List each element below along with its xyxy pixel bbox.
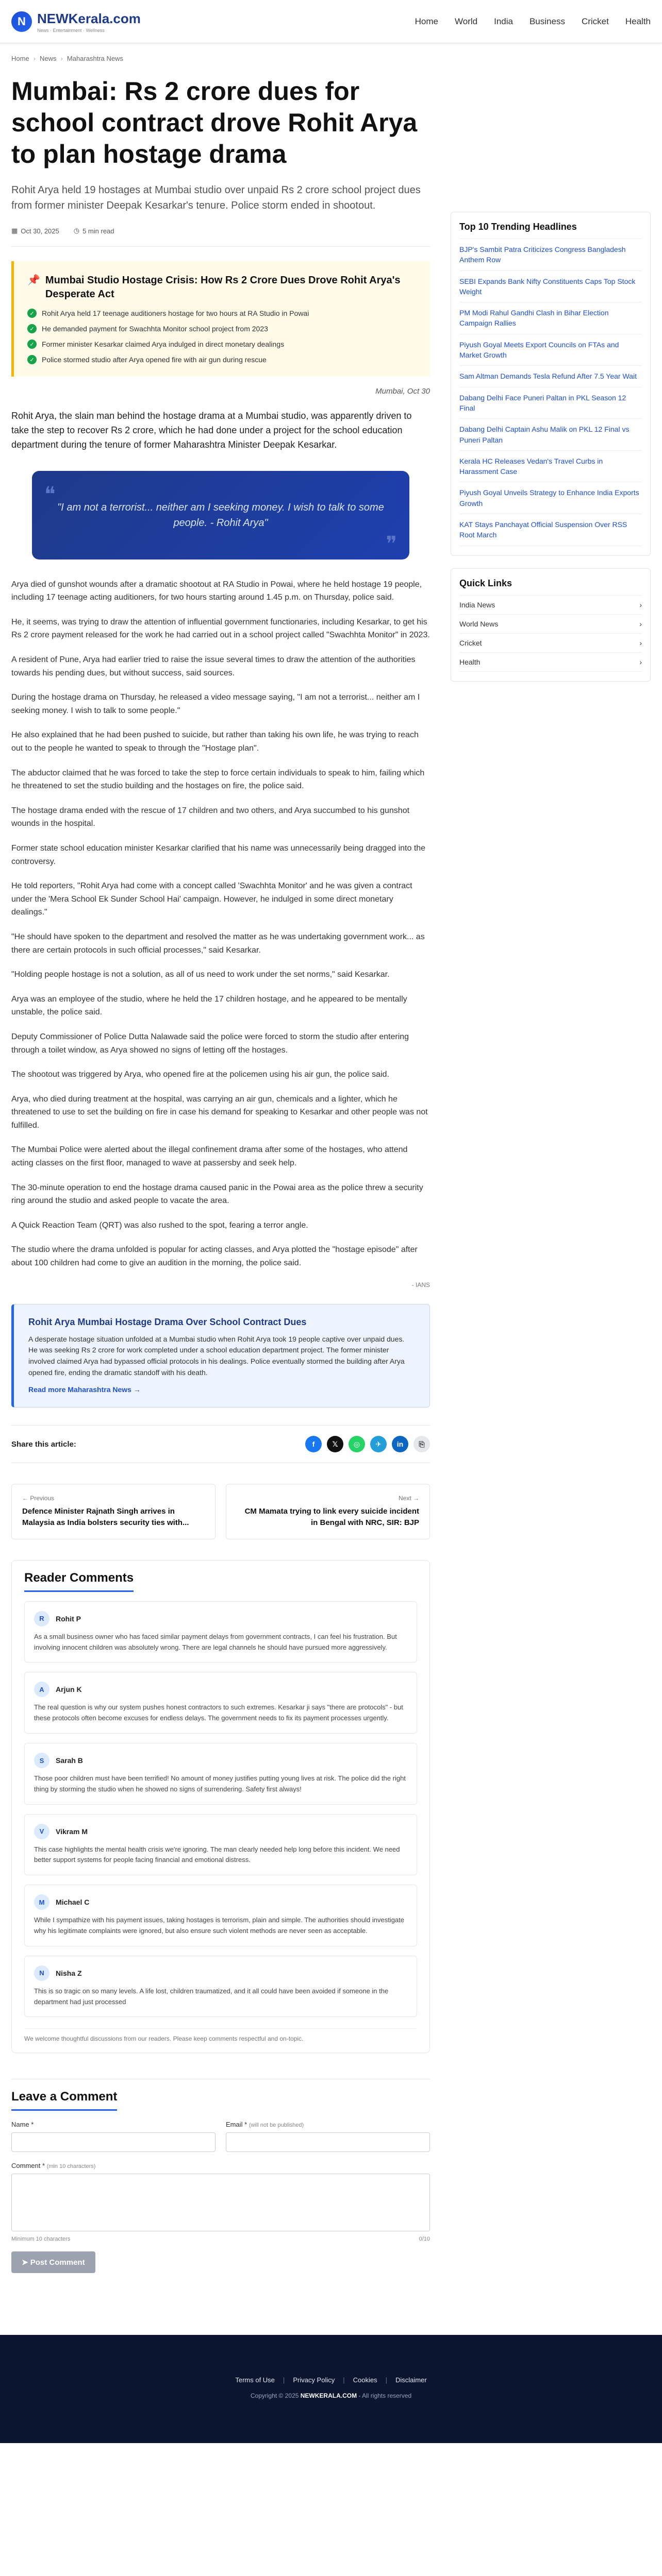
main-nav xyxy=(415,13,651,30)
quote-close-icon: ❞ xyxy=(386,532,397,555)
name-input[interactable] xyxy=(11,2132,216,2152)
share-bar xyxy=(11,1425,430,1463)
article-paragraph: He also explained that he had been pushed to suicide, but rather than taking his own life, he was trying to reach out to the people he wanted to speak to through the "Hostage plan". xyxy=(11,731,419,753)
article-credit: - IANS xyxy=(411,1281,430,1289)
form-title: Leave a Comment xyxy=(11,2090,117,2111)
copy-link-icon[interactable]: ⎘ xyxy=(413,1436,430,1452)
trending-link[interactable]: Dabang Delhi Captain Ashu Malik on PKL 12 Final vs Puneri Paltan xyxy=(459,419,642,451)
article-paragraph: "He should have spoken to the department and resolved the matter as he was undertaking government work... as there are certain protocols in such official processes," said Kesarkar. xyxy=(11,932,425,955)
footer-separator: | xyxy=(343,2376,345,2384)
trending-link[interactable]: KAT Stays Panchayat Official Suspension Over RSS Root March xyxy=(459,514,642,546)
comment-item xyxy=(24,1956,417,2018)
email-label: Email * (will not be published) xyxy=(226,2121,304,2129)
article-paragraph: The hostage drama ended with the rescue of 17 children and two others, and Arya succumbed to his gunshot wounds in the hospital. xyxy=(11,806,410,828)
comment-textarea[interactable] xyxy=(11,2174,430,2231)
site-header xyxy=(0,0,662,43)
comment-text: This is so tragic on so many levels. A life lost, children traumatized, and it all could have been avoided if someone in the department had just processed xyxy=(34,1987,389,2006)
article-paragraph: Deputy Commissioner of Police Dutta Nalawade said the police were forced to storm the studio after entering through a toilet window, as Arya showed no signs of letting off the hostages. xyxy=(11,1032,409,1055)
next-article-link[interactable] xyxy=(226,1484,430,1539)
copyright-brand: NEWKERALA.COM xyxy=(300,2392,357,2400)
article-paragraph: The Mumbai Police were alerted about the illegal confinement drama after some of the hostages, who attend acting classes on the first floor, managed to wave at passersby and seek help. xyxy=(11,1145,408,1168)
comment-text: While I sympathize with his payment issues, taking hostages is terrorism, plain and simple. The authorities should investigate why his legitimate complaints were ignored, but also ensure such violent methods are never seen as acceptable. xyxy=(34,1916,404,1935)
footer-terms-link[interactable]: Terms of Use xyxy=(235,2376,275,2384)
related-summary-box xyxy=(11,1304,430,1408)
min-characters-note: Minimum 10 characters xyxy=(11,2236,71,2243)
comment-author: Arjun K xyxy=(56,1685,82,1694)
related-title: Rohit Arya Mumbai Hostage Drama Over School Contract Dues xyxy=(28,1316,307,1327)
check-icon: ✓ xyxy=(27,309,37,318)
trending-box xyxy=(451,212,651,556)
comment-item xyxy=(24,1601,417,1663)
check-icon: ✓ xyxy=(27,355,37,364)
comment-author: Michael C xyxy=(56,1898,90,1907)
footer-disclaimer-link[interactable]: Disclaimer xyxy=(395,2376,427,2384)
check-icon: ✓ xyxy=(27,340,37,349)
article-paragraph: Former state school education minister Kesarkar clarified that his name was unnecessarily being dragged into the controversy. xyxy=(11,843,426,866)
article-paragraph: Arya, who died during treatment at the hospital, was carrying an air gun, chemicals and a lighter, which he threatened to use to set the building on fire in case his demand for speaking to Kesarkar and other people was not fulfilled. xyxy=(11,1094,428,1130)
logo-tagline: News · Entertainment · Wellness xyxy=(37,27,105,33)
trending-link[interactable]: Piyush Goyal Unveils Strategy to Enhance India Exports Growth xyxy=(459,482,642,514)
avatar: V xyxy=(34,1824,49,1839)
comment-item xyxy=(24,1814,417,1876)
avatar: R xyxy=(34,1611,49,1626)
article-paragraph: During the hostage drama on Thursday, he released a video message saying, "I am not a terrorist... neither am I seeking money. I wish to talk to some people." xyxy=(11,693,420,715)
quick-links-box xyxy=(451,568,651,682)
article-meta xyxy=(11,227,430,247)
key-point: ✓ Former minister Kesarkar claimed Arya indulged in direct monetary dealings xyxy=(27,340,417,349)
comment-author: Rohit P xyxy=(56,1614,81,1623)
article-navigation xyxy=(11,1484,430,1539)
character-count: 0/10 xyxy=(419,2236,430,2243)
comment-text: This case highlights the mental health crisis we're ignoring. The man clearly needed help long before this incident. We need better support systems for people facing financial and emotional distress. xyxy=(34,1845,400,1864)
calendar-icon: ▦ xyxy=(11,227,18,234)
whatsapp-icon[interactable]: ◎ xyxy=(349,1436,365,1452)
read-time-meta xyxy=(74,227,114,235)
article-title: Mumbai: Rs 2 crore dues for school contract drove Rohit Arya to plan hostage drama xyxy=(11,77,418,168)
reader-comments xyxy=(11,1560,430,2054)
pull-quote xyxy=(32,471,409,560)
key-point: ✓ Police stormed studio after Arya opened fire with air gun during rescue xyxy=(27,355,417,364)
site-footer xyxy=(0,2335,662,2443)
trending-link[interactable]: Sam Altman Demands Tesla Refund After 7.5 Year Wait xyxy=(459,366,642,387)
nav-cricket[interactable]: Cricket xyxy=(581,16,609,26)
logo-text: NEWKerala.com xyxy=(37,10,141,26)
avatar: M xyxy=(34,1894,49,1910)
comment-author: Vikram M xyxy=(56,1827,88,1836)
dateline: Mumbai, Oct 30 xyxy=(375,387,430,396)
nav-home[interactable]: Home xyxy=(415,16,438,26)
trending-link[interactable]: Dabang Delhi Face Puneri Paltan in PKL Season 12 Final xyxy=(459,387,642,419)
comment-text: The real question is why our system pushes honest contractors to such extremes. Kesarkar ji says "there are protocols" - but these protocols often become excuses for endless delays. The government needs to fix its payment processes urgently. xyxy=(34,1703,403,1722)
trending-title: Top 10 Trending Headlines xyxy=(459,222,642,239)
logo-icon: N xyxy=(11,11,32,32)
copyright: Copyright © 2025 NEWKERALA.COM - All rights reserved xyxy=(250,2392,412,2400)
comment-form xyxy=(11,2079,430,2273)
quote-open-icon: ❝ xyxy=(44,483,56,506)
linkedin-icon[interactable]: in xyxy=(392,1436,408,1452)
article-paragraph: Arya was an employee of the studio, where he held the 17 children hostage, and he appeared to be mentally unstable, the police said. xyxy=(11,994,407,1017)
comment-item xyxy=(24,1672,417,1734)
article-main xyxy=(11,62,430,2273)
article-paragraph: "Holding people hostage is not a solution, as all of us need to work under the set norms," said Kesarkar. xyxy=(11,970,390,979)
comment-text: Those poor children must have been terrified! No amount of money justifies putting young lives at risk. The police did the right thing by storming the studio when he showed no signs of surrendering. Safety first always! xyxy=(34,1774,406,1793)
footer-cookies-link[interactable]: Cookies xyxy=(353,2376,377,2384)
send-icon: ➤ xyxy=(22,2258,28,2267)
article-paragraph: The shootout was triggered by Arya, who opened fire at the policemen using his air gun, the police said. xyxy=(11,1070,389,1079)
quick-link[interactable]: India News › xyxy=(459,596,642,615)
read-time: 5 min read xyxy=(82,227,114,235)
sidebar xyxy=(451,62,651,2273)
trending-link[interactable]: SEBI Expands Bank Nifty Constituents Caps Top Stock Weight xyxy=(459,271,642,303)
nav-business[interactable]: Business xyxy=(529,16,565,26)
comment-item xyxy=(24,1885,417,1946)
chevron-right-icon: › xyxy=(639,638,642,647)
clock-icon: ◷ xyxy=(73,227,80,234)
share-label: Share this article: xyxy=(11,1439,76,1449)
footer-separator: | xyxy=(385,2376,387,2384)
quick-links-title: Quick Links xyxy=(459,578,642,596)
footer-separator: | xyxy=(283,2376,285,2384)
article-lede: Rohit Arya held 19 hostages at Mumbai studio over unpaid Rs 2 crore school project dues from former minister Deepak Kesarkar's tenure. Police storm ended in shootout. xyxy=(11,184,421,211)
key-point: ✓ He demanded payment for Swachhta Monitor school project from 2023 xyxy=(27,324,417,333)
telegram-icon[interactable]: ✈ xyxy=(370,1436,387,1452)
article-paragraph: The studio where the drama unfolded is popular for acting classes, and Arya plotted the "hostage episode" after about 100 children had come to give an audition in the morning, the police said. xyxy=(11,1245,418,1268)
pin-icon: 📌 xyxy=(27,275,40,286)
read-more-link[interactable]: Read more Maharashtra News → xyxy=(28,1385,141,1394)
next-label: Next → xyxy=(398,1495,419,1502)
comment-text: As a small business owner who has faced similar payment delays from government contracts, I can feel his frustration. But involving innocent children was absolutely wrong. There are legal channels he should have pursued more aggressively. xyxy=(34,1632,397,1651)
article-paragraph: Rohit Arya, the slain man behind the hostage drama at a Mumbai studio, was apparently driven to take the step to recover Rs 2 crore, which he had done under a project for the school education department during the tenure of former Maharashtra Minister Deepak Kesarkar. xyxy=(11,411,412,450)
site-logo[interactable] xyxy=(11,11,141,33)
quote-text: "I am not a terrorist... neither am I seeking money. I wish to talk to some people. - Rohit Arya" xyxy=(57,501,384,529)
comment-author: Nisha Z xyxy=(56,1969,82,1977)
avatar: N xyxy=(34,1965,49,1981)
breadcrumb-separator: › xyxy=(33,55,36,62)
quick-link[interactable]: Cricket › xyxy=(459,634,642,653)
email-input[interactable] xyxy=(226,2132,430,2152)
related-text: A desperate hostage situation unfolded at a Mumbai studio when Rohit Arya took 19 people captive over unpaid dues. He was seeking Rs 2 crore for work completed under a school education department project. The former minister involved claimed Arya had bypassed official protocols in his dealings. Police eventually stormed the building after Arya opened fire, ending the dramatic standoff with his death. xyxy=(28,1334,405,1377)
article-paragraph: A resident of Pune, Arya had earlier tried to raise the issue several times to draw the attention of the authorities towards his pending dues, but without success, said sources. xyxy=(11,655,416,677)
previous-title: Defence Minister Rajnath Singh arrives in Malaysia as India bolsters security ties with... xyxy=(22,1507,189,1528)
previous-label: ← Previous xyxy=(22,1495,55,1502)
comment-author: Sarah B xyxy=(56,1756,83,1765)
key-point: ✓ Rohit Arya held 17 teenage auditioners hostage for two hours at RA Studio in Powai xyxy=(27,309,417,318)
email-hint: (will not be published) xyxy=(249,2122,304,2129)
comment-hint: (min 10 characters) xyxy=(46,2163,96,2170)
breadcrumb-news[interactable]: News xyxy=(40,55,57,62)
comments-policy-note: We welcome thoughtful discussions from our readers. Please keep comments respectful and on-topic. xyxy=(24,2028,417,2042)
nav-india[interactable]: India xyxy=(494,16,513,26)
facebook-icon[interactable]: f xyxy=(305,1436,322,1452)
quick-link[interactable]: Health › xyxy=(459,653,642,672)
summary-title: Mumbai Studio Hostage Crisis: How Rs 2 Crore Dues Drove Rohit Arya's Desperate Act xyxy=(45,275,401,300)
date-meta xyxy=(11,227,59,235)
chevron-right-icon: › xyxy=(639,657,642,666)
trending-link[interactable]: PM Modi Rahul Gandhi Clash in Bihar Election Campaign Rallies xyxy=(459,302,642,334)
next-title: CM Mamata trying to link every suicide incident in Bengal with NRC, SIR: BJP xyxy=(244,1507,419,1528)
avatar: S xyxy=(34,1753,49,1768)
trending-link[interactable]: Kerala HC Releases Vedan's Travel Curbs in Harassment Case xyxy=(459,451,642,483)
breadcrumb xyxy=(11,55,651,62)
post-comment-button[interactable]: ➤ Post Comment xyxy=(11,2251,95,2273)
article-paragraph: The 30-minute operation to end the hostage drama caused panic in the Powai area as the police threw a security ring around the studio and asked people to vacate the area. xyxy=(11,1183,423,1206)
article-paragraph: A Quick Reaction Team (QRT) was also rushed to the spot, fearing a terror angle. xyxy=(11,1221,308,1230)
comment-label: Comment * (min 10 characters) xyxy=(11,2162,96,2170)
article-body xyxy=(11,409,430,1270)
previous-article-link[interactable] xyxy=(11,1484,216,1539)
article-date: Oct 30, 2025 xyxy=(21,227,59,235)
chevron-right-icon: › xyxy=(639,619,642,628)
article-paragraph: The abductor claimed that he was forced to take the step to force certain individuals to speak to him, failing which he threatened to set the studio building and the hostages on fire, the police said. xyxy=(11,768,425,791)
key-points-box xyxy=(11,261,430,377)
article-paragraph: He told reporters, "Rohit Arya had come with a concept called 'Swachhta Monitor' and he was given a contract under the 'Mera School Ek Sunder School Hai' campaign. However, he indulged in some direct monetary dealings." xyxy=(11,882,412,917)
footer-privacy-link[interactable]: Privacy Policy xyxy=(293,2376,335,2384)
quick-link[interactable]: World News › xyxy=(459,615,642,634)
check-icon: ✓ xyxy=(27,324,37,333)
comments-title: Reader Comments xyxy=(24,1571,134,1592)
x-twitter-icon[interactable]: 𝕏 xyxy=(327,1436,343,1452)
article-paragraph: He, it seems, was trying to draw the attention of influential government functionaries, including Kesarkar, to get his Rs 2 crore payment released for the work he had carried out in a school project called "Swachhta Monitor" in 2023. xyxy=(11,617,430,640)
nav-world[interactable]: World xyxy=(455,16,478,26)
breadcrumb-category[interactable]: Maharashtra News xyxy=(67,55,123,62)
breadcrumb-separator: › xyxy=(60,55,63,62)
breadcrumb-home[interactable]: Home xyxy=(11,55,29,62)
avatar: A xyxy=(34,1682,49,1697)
trending-link[interactable]: BJP's Sambit Patra Criticizes Congress Bangladesh Anthem Row xyxy=(459,239,642,271)
chevron-right-icon: › xyxy=(639,600,642,609)
article-paragraph: Arya died of gunshot wounds after a dramatic shootout at RA Studio in Powai, where he held hostage 19 people, including 17 teenage acting auditioners, for two hours starting around 1.45 p.m. on Thursday, police said. xyxy=(11,580,422,602)
nav-health[interactable]: Health xyxy=(625,16,651,26)
comment-item xyxy=(24,1743,417,1805)
name-label: Name * xyxy=(11,2121,34,2129)
trending-link[interactable]: Piyush Goyal Meets Export Councils on FTAs and Market Growth xyxy=(459,334,642,366)
